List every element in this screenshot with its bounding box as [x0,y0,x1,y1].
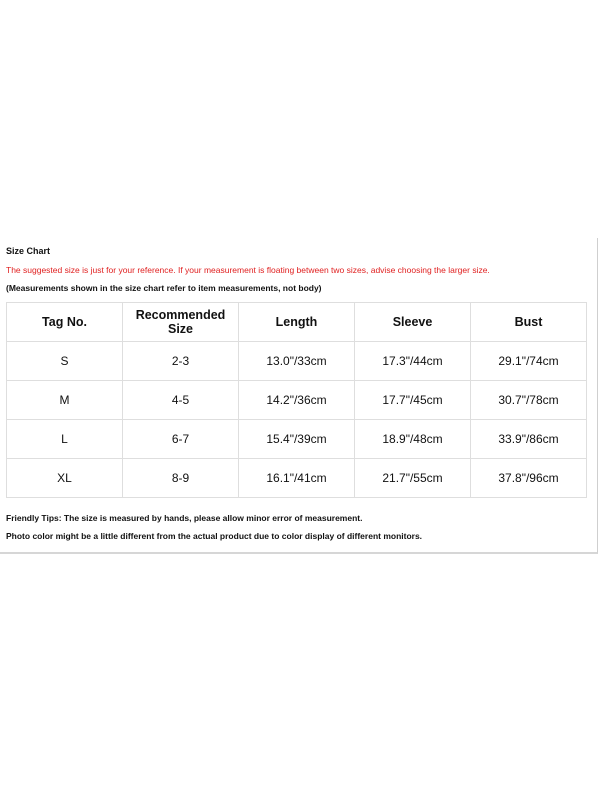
cell-length: 13.0"/33cm [239,342,355,381]
cell-length: 16.1"/41cm [239,459,355,498]
cell-tag: L [7,420,123,459]
cell-length: 14.2"/36cm [239,381,355,420]
size-chart-title: Size Chart [6,246,51,256]
header-length: Length [239,303,355,342]
cell-recommended-size: 2-3 [123,342,239,381]
table-row [7,342,587,381]
cell-length: 15.4"/39cm [239,420,355,459]
cell-tag: XL [7,459,123,498]
header-bust: Bust [471,303,587,342]
cell-bust: 30.7"/78cm [471,381,587,420]
cell-sleeve: 17.3"/44cm [355,342,471,381]
measurement-note: (Measurements shown in the size chart refer to item measurements, not body) [6,283,322,293]
cell-bust: 33.9"/86cm [471,420,587,459]
cell-recommended-size: 6-7 [123,420,239,459]
header-sleeve: Sleeve [355,303,471,342]
header-recommended-size: Recommended Size [123,303,239,342]
cell-sleeve: 17.7"/45cm [355,381,471,420]
cell-bust: 37.8"/96cm [471,459,587,498]
size-notice: The suggested size is just for your reference. If your measurement is floating between two sizes, advise choosing the larger size. [6,265,490,275]
cell-sleeve: 21.7"/55cm [355,459,471,498]
table-row [7,420,587,459]
header-tag-no: Tag No. [7,303,123,342]
table-header-row [7,303,587,342]
size-table [6,302,587,498]
cell-recommended-size: 8-9 [123,459,239,498]
cell-tag: M [7,381,123,420]
table-row [7,459,587,498]
size-chart-panel [0,238,598,554]
photo-color-note: Photo color might be a little different from the actual product due to color display of different monitors. [6,531,423,541]
table-row [7,381,587,420]
cell-sleeve: 18.9"/48cm [355,420,471,459]
cell-bust: 29.1"/74cm [471,342,587,381]
cell-recommended-size: 4-5 [123,381,239,420]
cell-tag: S [7,342,123,381]
friendly-tips: Friendly Tips: The size is measured by hands, please allow minor error of measurement. [6,513,363,523]
